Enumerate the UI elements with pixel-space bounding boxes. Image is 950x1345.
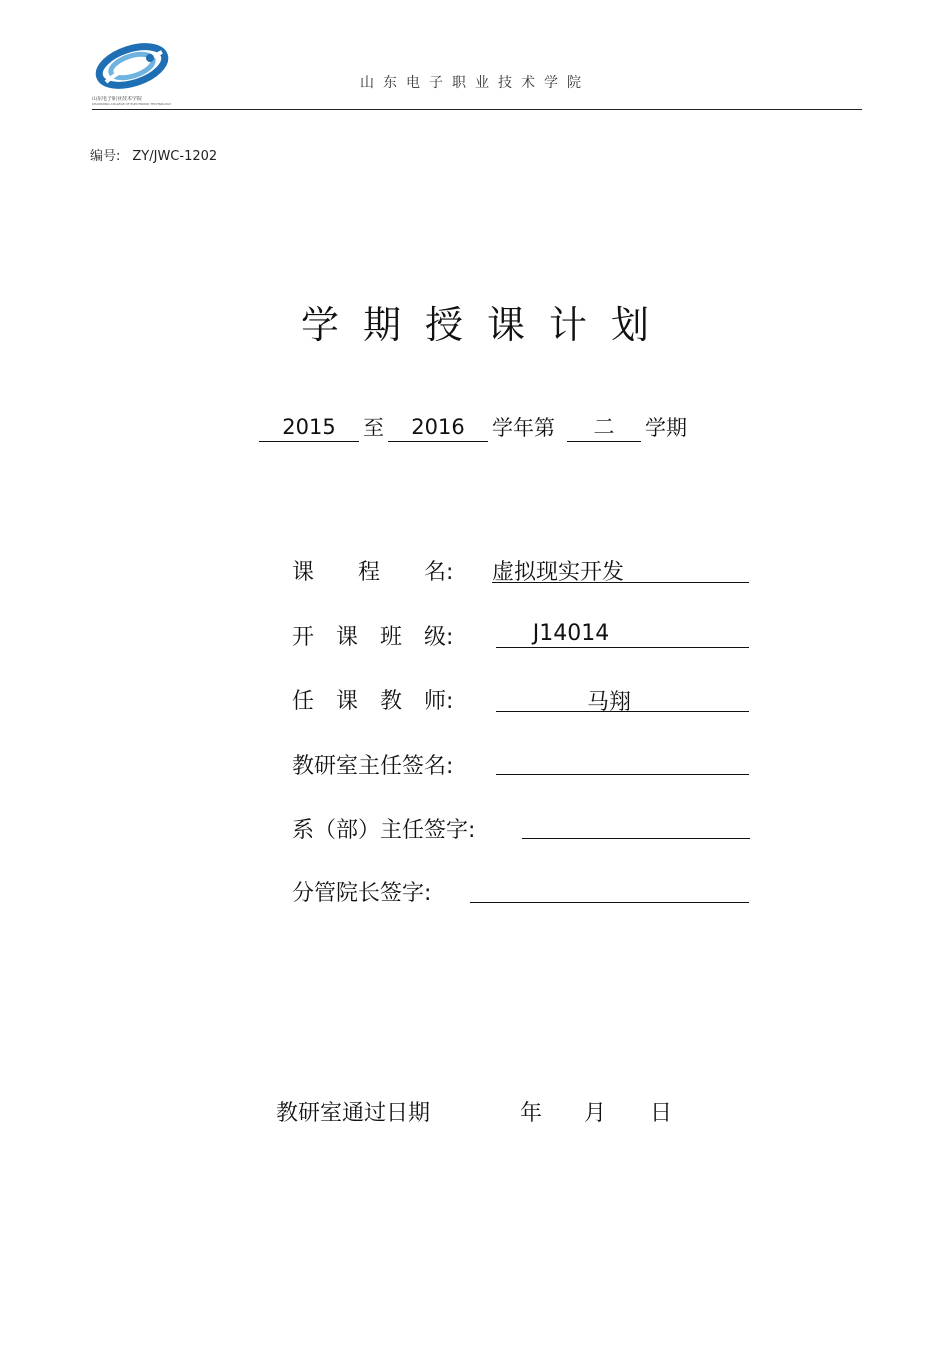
teacher-row [292, 684, 453, 715]
doc-number-label: 编号: [90, 149, 121, 164]
class-label: 开 课 班 级: [292, 625, 454, 650]
logo-caption [92, 96, 172, 106]
course-label: 课 程 名: [292, 560, 454, 585]
logo-text-cn: 山东电子职业技术学院 [92, 96, 143, 102]
office-head-label: 教研室主任签名: [292, 754, 454, 779]
office-head-row [292, 749, 453, 780]
dean-signature-line [470, 902, 749, 903]
doc-number [90, 145, 217, 164]
approval-day-text: 日 [650, 1101, 673, 1126]
header-divider [92, 109, 862, 110]
approval-year-text: 年 [520, 1101, 543, 1126]
course-row [292, 555, 453, 586]
year-start-field: 2015 [259, 414, 359, 442]
office-head-signature-line [496, 774, 749, 775]
page-title: 学期授课计划 [300, 303, 673, 347]
dept-head-label: 系（部）主任签字: [292, 818, 476, 843]
approval-date-label: 教研室通过日期 [276, 1101, 431, 1126]
approval-month-text: 月 [584, 1101, 607, 1126]
teacher-value: 马翔 [586, 690, 631, 715]
header-title: 山东电子职业技术学院 [360, 75, 590, 91]
year-end-field: 2016 [388, 414, 488, 442]
dept-head-signature-line [522, 838, 750, 839]
to-text: 至 [363, 416, 384, 440]
doc-number-value: ZY/JWC-1202 [132, 149, 218, 164]
semester-line [0, 414, 950, 442]
dean-label: 分管院长签字: [292, 881, 432, 906]
logo-text-en: SHANDONG COLLEGE OF ELECTRONIC TECHNOLOGY [92, 102, 172, 106]
dean-row [292, 876, 431, 907]
term-suffix-text: 学期 [645, 416, 687, 440]
course-value: 虚拟现实开发 [492, 560, 625, 585]
academic-year-text: 学年第 [492, 416, 555, 440]
term-field: 二 [567, 414, 641, 442]
class-row [292, 620, 453, 651]
course-underline [492, 582, 749, 583]
teacher-label: 任 课 教 师: [292, 689, 454, 714]
dept-head-row [292, 813, 475, 844]
class-value: J14014 [532, 621, 610, 646]
logo-swirl-icon [92, 38, 172, 96]
teacher-underline [496, 711, 749, 712]
class-underline [496, 647, 749, 648]
